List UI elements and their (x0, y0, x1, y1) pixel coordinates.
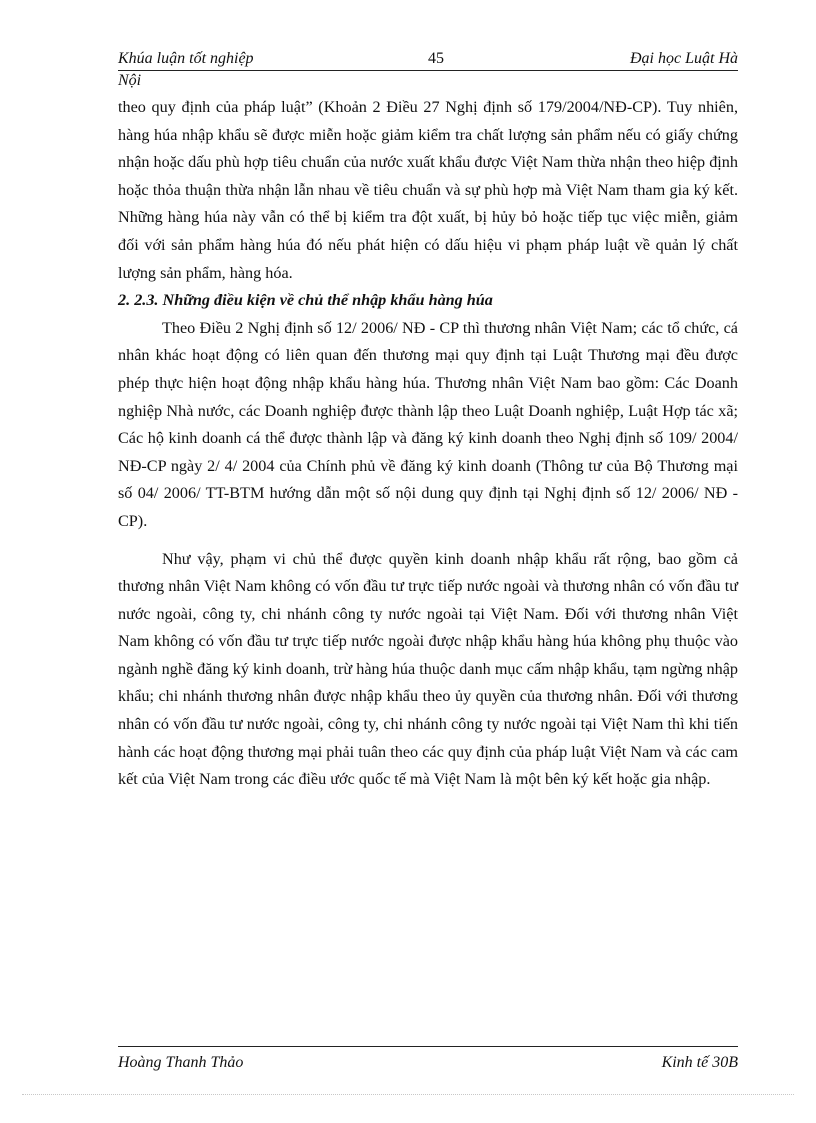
paragraph-3: Như vậy, phạm vi chủ thể được quyền kinh doanh nhập khẩu rất rộng, bao gồm cả thương nhân Việt Nam không có vốn đầu tư trực tiếp nước ngoài và thương nhân có vốn đầu tư nước ngoài, công ty, chi nhánh công ty nước ngoài tại Việt Nam. Đối với thương nhân Việt Nam không có vốn đầu tư trực tiếp nước ngoài được nhập khẩu hàng húa không phụ thuộc vào ngành nghề đăng ký kinh doanh, trừ hàng húa thuộc danh mục cấm nhập khẩu, tạm ngừng nhập khẩu; chi nhánh thương nhân được nhập khẩu theo ủy quyền của thương nhân. Đối với thương nhân có vốn đầu tư nước ngoài, công ty, chi nhánh công ty nước ngoài tại Việt Nam thì khi tiến hành các hoạt động thương mại phải tuân theo các quy định của pháp luật Việt Nam và các cam kết của Việt Nam trong các điều ước quốc tế mà Việt Nam là một bên ký kết hoặc gia nhập. (118, 549, 738, 789)
footer-author: Hoàng Thanh Thảo (118, 1054, 244, 1071)
page-number: 45 (428, 50, 444, 67)
paragraph-2: Theo Điều 2 Nghị định số 12/ 2006/ NĐ - CP thì thương nhân Việt Nam; các tổ chức, cá nhân khác hoạt động có liên quan đến thương mại quy định tại Luật Thương mại đều được phép thực hiện hoạt động nhập khẩu hàng húa. Thương nhân Việt Nam bao gồm: Các Doanh nghiệp Nhà nước, các Doanh nghiệp được thành lập theo Luật Doanh nghiệp, Luật Hợp tác xã; Các hộ kinh doanh cá thể được thành lập và đăng ký kinh doanh theo Nghị định số 109/ 2004/ NĐ-CP ngày 2/ 4/ 2004 của Chính phủ về đăng ký kinh doanh (Thông tư của Bộ Thương mại số 04/ 2006/ TT-BTM hướng dẫn một số nội dung quy định tại Nghị định số 12/ 2006/ NĐ - CP). (118, 318, 738, 530)
header-thesis-title: Khúa luận tốt nghiệp (118, 50, 254, 67)
page-footer (118, 1046, 738, 1076)
footer-class: Kinh tế 30B (661, 1054, 738, 1071)
footer-rule (118, 1046, 738, 1047)
document-body (118, 94, 738, 794)
page-header (118, 50, 738, 90)
header-rule (118, 70, 738, 71)
page-bottom-dotted-border (22, 1094, 794, 1095)
section-heading: 2. 2.3. Những điều kiện về chủ thể nhập khẩu hàng húa (118, 291, 493, 310)
header-university-wrap: Nội (118, 72, 142, 89)
paragraph-spacer (118, 536, 738, 546)
paragraph-1: theo quy định của pháp luật” (Khoản 2 Điều 27 Nghị định số 179/2004/NĐ-CP). Tuy nhiên, hàng húa nhập khẩu sẽ được miễn hoặc giảm kiểm tra chất lượng sản phẩm nếu có giấy chứng nhận hoặc dấu phù hợp tiêu chuẩn của nước xuất khẩu được Việt Nam thừa nhận theo hiệp định hoặc thỏa thuận thừa nhận lẫn nhau về tiêu chuẩn và sự phù hợp mà Việt Nam tham gia ký kết. Những hàng húa này vẫn có thể bị kiểm tra đột xuất, bị hủy bỏ hoặc tiếp tục việc miễn, giảm đối với sản phẩm hàng húa đó nếu phát hiện có dấu hiệu vi phạm pháp luật về quản lý chất lượng sản phẩm, hàng hóa. (118, 98, 738, 282)
header-university: Đại học Luật Hà (630, 50, 738, 67)
